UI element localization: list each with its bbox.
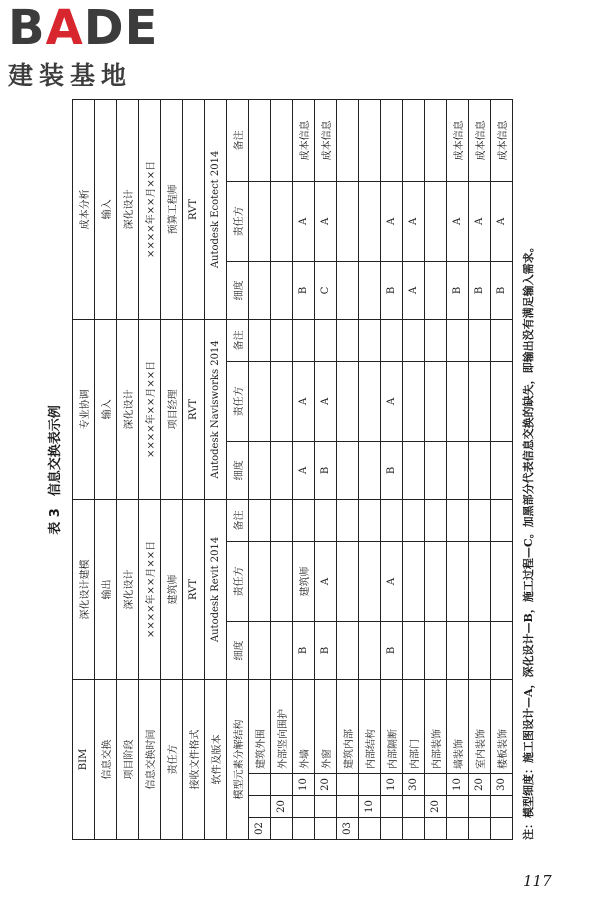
table-row bbox=[491, 99, 513, 839]
element-label: 外部竖向围护 bbox=[271, 679, 293, 773]
cell-remark bbox=[337, 319, 359, 361]
info-exchange-table bbox=[72, 99, 513, 840]
element-label: 内部门 bbox=[403, 679, 425, 773]
group-time: ××××年××月××日 bbox=[139, 499, 161, 679]
cell-resp: A bbox=[315, 361, 337, 441]
code-level-2 bbox=[337, 796, 359, 818]
cell-detail bbox=[359, 261, 381, 319]
group-resp: 建筑师 bbox=[161, 499, 183, 679]
code-level-1 bbox=[381, 818, 403, 840]
group-name: 专业协调 bbox=[73, 319, 95, 499]
cell-resp bbox=[425, 541, 447, 621]
cell-detail bbox=[337, 621, 359, 679]
header-row-bim bbox=[73, 99, 95, 839]
cell-remark bbox=[381, 319, 403, 361]
cell-detail: B bbox=[447, 261, 469, 319]
group-phase: 深化设计 bbox=[117, 499, 139, 679]
cell-remark bbox=[447, 499, 469, 541]
cell-resp: A bbox=[315, 541, 337, 621]
cell-detail: B bbox=[469, 261, 491, 319]
cell-resp bbox=[359, 541, 381, 621]
cell-detail: B bbox=[381, 441, 403, 499]
cell-remark: 成本信息 bbox=[315, 99, 337, 181]
code-level-2: 10 bbox=[359, 796, 381, 818]
group-phase: 深化设计 bbox=[117, 99, 139, 319]
cell-detail bbox=[491, 441, 513, 499]
header-bim: BIM bbox=[73, 679, 95, 839]
cell-detail: B bbox=[315, 441, 337, 499]
cell-detail: A bbox=[293, 441, 315, 499]
code-level-2: 20 bbox=[271, 796, 293, 818]
code-level-1: 02 bbox=[249, 818, 271, 840]
subcol-resp: 责任方 bbox=[227, 181, 249, 261]
subcol-detail: 细度 bbox=[227, 621, 249, 679]
code-level-1 bbox=[403, 818, 425, 840]
table-row bbox=[425, 99, 447, 839]
header-row-subcols bbox=[227, 99, 249, 839]
group-resp: 项目经理 bbox=[161, 319, 183, 499]
cell-resp bbox=[403, 361, 425, 441]
code-level-1 bbox=[359, 818, 381, 840]
code-level-2 bbox=[293, 796, 315, 818]
header-row-exchange bbox=[95, 99, 117, 839]
cell-resp bbox=[447, 541, 469, 621]
cell-detail: B bbox=[293, 621, 315, 679]
cell-detail bbox=[271, 441, 293, 499]
cell-resp bbox=[359, 181, 381, 261]
header-row-software bbox=[205, 99, 227, 839]
group-format: RVT bbox=[183, 319, 205, 499]
cell-remark bbox=[249, 99, 271, 181]
cell-remark bbox=[337, 499, 359, 541]
code-level-3: 10 bbox=[447, 774, 469, 796]
group-phase: 深化设计 bbox=[117, 319, 139, 499]
cell-resp: A bbox=[491, 181, 513, 261]
cell-remark bbox=[425, 99, 447, 181]
cell-detail bbox=[249, 261, 271, 319]
cell-resp: A bbox=[469, 181, 491, 261]
code-level-3: 20 bbox=[469, 774, 491, 796]
cell-remark bbox=[381, 499, 403, 541]
code-level-1 bbox=[293, 818, 315, 840]
group-time: ××××年××月××日 bbox=[139, 99, 161, 319]
header-row-format bbox=[183, 99, 205, 839]
cell-resp: 建筑师 bbox=[293, 541, 315, 621]
group-io: 输入 bbox=[95, 99, 117, 319]
cell-detail bbox=[425, 621, 447, 679]
element-label: 建筑外围 bbox=[249, 679, 271, 773]
cell-resp bbox=[425, 361, 447, 441]
subcol-remark: 备注 bbox=[227, 99, 249, 181]
cell-resp bbox=[447, 361, 469, 441]
cell-remark bbox=[359, 499, 381, 541]
cell-remark bbox=[271, 499, 293, 541]
code-level-3 bbox=[249, 774, 271, 796]
cell-resp: A bbox=[293, 181, 315, 261]
element-label: 室内装饰 bbox=[469, 679, 491, 773]
header-responsible: 责任方 bbox=[161, 679, 183, 839]
rotated-table-page bbox=[40, 100, 560, 840]
element-label: 内部装饰 bbox=[425, 679, 447, 773]
cell-remark bbox=[359, 319, 381, 361]
subcol-detail: 细度 bbox=[227, 441, 249, 499]
cell-resp: A bbox=[315, 181, 337, 261]
cell-detail bbox=[359, 621, 381, 679]
code-level-2 bbox=[447, 796, 469, 818]
cell-resp bbox=[469, 361, 491, 441]
cell-detail bbox=[425, 261, 447, 319]
cell-resp bbox=[337, 361, 359, 441]
cell-detail: B bbox=[293, 261, 315, 319]
subcol-detail: 细度 bbox=[227, 261, 249, 319]
group-name: 成本分析 bbox=[73, 99, 95, 319]
header-exchange-time: 信息交换时间 bbox=[139, 679, 161, 839]
table-row bbox=[447, 99, 469, 839]
header-software: 软件及版本 bbox=[205, 679, 227, 839]
code-level-1 bbox=[491, 818, 513, 840]
code-level-2 bbox=[249, 796, 271, 818]
cell-remark bbox=[249, 499, 271, 541]
cell-detail bbox=[447, 441, 469, 499]
cell-resp bbox=[249, 181, 271, 261]
cell-remark bbox=[315, 499, 337, 541]
cell-detail: B bbox=[491, 261, 513, 319]
group-software: Autodesk Ecotect 2014 bbox=[205, 99, 227, 319]
cell-remark bbox=[447, 319, 469, 361]
cell-detail bbox=[249, 441, 271, 499]
table-row bbox=[249, 99, 271, 839]
code-level-3: 10 bbox=[381, 774, 403, 796]
cell-resp bbox=[271, 361, 293, 441]
cell-remark: 成本信息 bbox=[293, 99, 315, 181]
cell-remark bbox=[359, 99, 381, 181]
cell-resp bbox=[403, 541, 425, 621]
cell-detail bbox=[271, 621, 293, 679]
cell-resp bbox=[249, 541, 271, 621]
code-level-3 bbox=[271, 774, 293, 796]
cell-resp bbox=[491, 361, 513, 441]
table-row bbox=[271, 99, 293, 839]
bade-logo bbox=[8, 0, 178, 92]
cell-remark bbox=[337, 99, 359, 181]
cell-remark bbox=[249, 319, 271, 361]
code-level-3 bbox=[359, 774, 381, 796]
cell-detail bbox=[337, 441, 359, 499]
group-format: RVT bbox=[183, 499, 205, 679]
cell-remark bbox=[403, 99, 425, 181]
code-level-1 bbox=[271, 818, 293, 840]
cell-detail bbox=[337, 261, 359, 319]
group-io: 输入 bbox=[95, 319, 117, 499]
table-row bbox=[381, 99, 403, 839]
cell-detail bbox=[447, 621, 469, 679]
table-row bbox=[469, 99, 491, 839]
cell-detail bbox=[271, 261, 293, 319]
subcol-remark: 备注 bbox=[227, 499, 249, 541]
code-level-3 bbox=[337, 774, 359, 796]
cell-resp bbox=[249, 361, 271, 441]
cell-resp bbox=[359, 361, 381, 441]
header-row-responsible bbox=[161, 99, 183, 839]
element-label: 楼板装饰 bbox=[491, 679, 513, 773]
table-row bbox=[337, 99, 359, 839]
cell-detail: B bbox=[381, 261, 403, 319]
cell-resp bbox=[271, 541, 293, 621]
table-row bbox=[293, 99, 315, 839]
cell-remark bbox=[271, 99, 293, 181]
cell-remark: 成本信息 bbox=[469, 99, 491, 181]
cell-remark bbox=[469, 319, 491, 361]
cell-detail: A bbox=[403, 261, 425, 319]
element-label: 建筑内部 bbox=[337, 679, 359, 773]
table-row bbox=[359, 99, 381, 839]
cell-remark: 成本信息 bbox=[491, 99, 513, 181]
code-level-3 bbox=[425, 774, 447, 796]
code-level-3: 30 bbox=[491, 774, 513, 796]
cell-detail bbox=[491, 621, 513, 679]
cell-resp bbox=[469, 541, 491, 621]
code-level-2 bbox=[381, 796, 403, 818]
code-level-3: 30 bbox=[403, 774, 425, 796]
code-level-1 bbox=[469, 818, 491, 840]
cell-remark bbox=[425, 319, 447, 361]
cell-remark: 成本信息 bbox=[447, 99, 469, 181]
group-io: 输出 bbox=[95, 499, 117, 679]
code-level-3: 20 bbox=[315, 774, 337, 796]
cell-detail: B bbox=[315, 621, 337, 679]
page-number: 117 bbox=[523, 872, 552, 890]
table-row bbox=[403, 99, 425, 839]
cell-resp bbox=[337, 541, 359, 621]
cell-detail bbox=[403, 621, 425, 679]
cell-remark bbox=[491, 319, 513, 361]
element-label: 外窗 bbox=[315, 679, 337, 773]
element-label: 内部结构 bbox=[359, 679, 381, 773]
element-label: 墙装饰 bbox=[447, 679, 469, 773]
cell-resp: A bbox=[381, 541, 403, 621]
code-level-1: 03 bbox=[337, 818, 359, 840]
header-file-format: 接收文件格式 bbox=[183, 679, 205, 839]
cell-detail bbox=[425, 441, 447, 499]
cell-remark bbox=[403, 319, 425, 361]
element-label: 内部隔断 bbox=[381, 679, 403, 773]
cell-remark bbox=[403, 499, 425, 541]
cell-detail: C bbox=[315, 261, 337, 319]
logo-wordmark: BADE bbox=[8, 0, 159, 56]
cell-remark bbox=[293, 499, 315, 541]
group-resp: 预算工程师 bbox=[161, 99, 183, 319]
cell-resp: A bbox=[381, 181, 403, 261]
code-level-2 bbox=[491, 796, 513, 818]
group-name: 深化设计建模 bbox=[73, 499, 95, 679]
element-label: 外墙 bbox=[293, 679, 315, 773]
header-row-phase bbox=[117, 99, 139, 839]
cell-resp: A bbox=[403, 181, 425, 261]
table-caption: 表 3信息交换表示例 bbox=[48, 405, 63, 535]
code-level-1 bbox=[425, 818, 447, 840]
cell-detail bbox=[403, 441, 425, 499]
cell-detail: B bbox=[381, 621, 403, 679]
group-software: Autodesk Navisworks 2014 bbox=[205, 319, 227, 499]
header-info-exchange: 信息交换 bbox=[95, 679, 117, 839]
group-software: Autodesk Revit 2014 bbox=[205, 499, 227, 679]
group-format: RVT bbox=[183, 99, 205, 319]
code-level-3: 10 bbox=[293, 774, 315, 796]
cell-resp: A bbox=[447, 181, 469, 261]
code-level-1 bbox=[447, 818, 469, 840]
code-level-2: 20 bbox=[425, 796, 447, 818]
subcol-remark: 备注 bbox=[227, 319, 249, 361]
cell-resp bbox=[337, 181, 359, 261]
cell-resp bbox=[491, 541, 513, 621]
cell-detail bbox=[469, 441, 491, 499]
code-level-2 bbox=[315, 796, 337, 818]
cell-resp: A bbox=[293, 361, 315, 441]
subcol-resp: 责任方 bbox=[227, 541, 249, 621]
cell-remark bbox=[425, 499, 447, 541]
cell-remark bbox=[381, 99, 403, 181]
cell-remark bbox=[271, 319, 293, 361]
cell-detail bbox=[469, 621, 491, 679]
cell-detail bbox=[249, 621, 271, 679]
cell-remark bbox=[315, 319, 337, 361]
cell-remark bbox=[293, 319, 315, 361]
cell-remark bbox=[491, 499, 513, 541]
table-note: 注：模型细度：施工图设计—A，深化设计—B，施工过程—C。加黑部分代表信息交换的缺失，即输出没有满足输入需求。 bbox=[522, 241, 535, 840]
subcol-resp: 责任方 bbox=[227, 361, 249, 441]
header-row-time bbox=[139, 99, 161, 839]
code-level-2 bbox=[469, 796, 491, 818]
code-level-1 bbox=[315, 818, 337, 840]
cell-resp bbox=[271, 181, 293, 261]
code-level-2 bbox=[403, 796, 425, 818]
group-time: ××××年××月××日 bbox=[139, 319, 161, 499]
table-row bbox=[315, 99, 337, 839]
cell-detail bbox=[359, 441, 381, 499]
header-project-phase: 项目阶段 bbox=[117, 679, 139, 839]
cell-resp: A bbox=[381, 361, 403, 441]
header-element-breakdown: 模型元素分解结构 bbox=[227, 679, 249, 839]
logo-subtitle: 建装基地 bbox=[8, 61, 133, 90]
cell-resp bbox=[425, 181, 447, 261]
cell-remark bbox=[469, 499, 491, 541]
